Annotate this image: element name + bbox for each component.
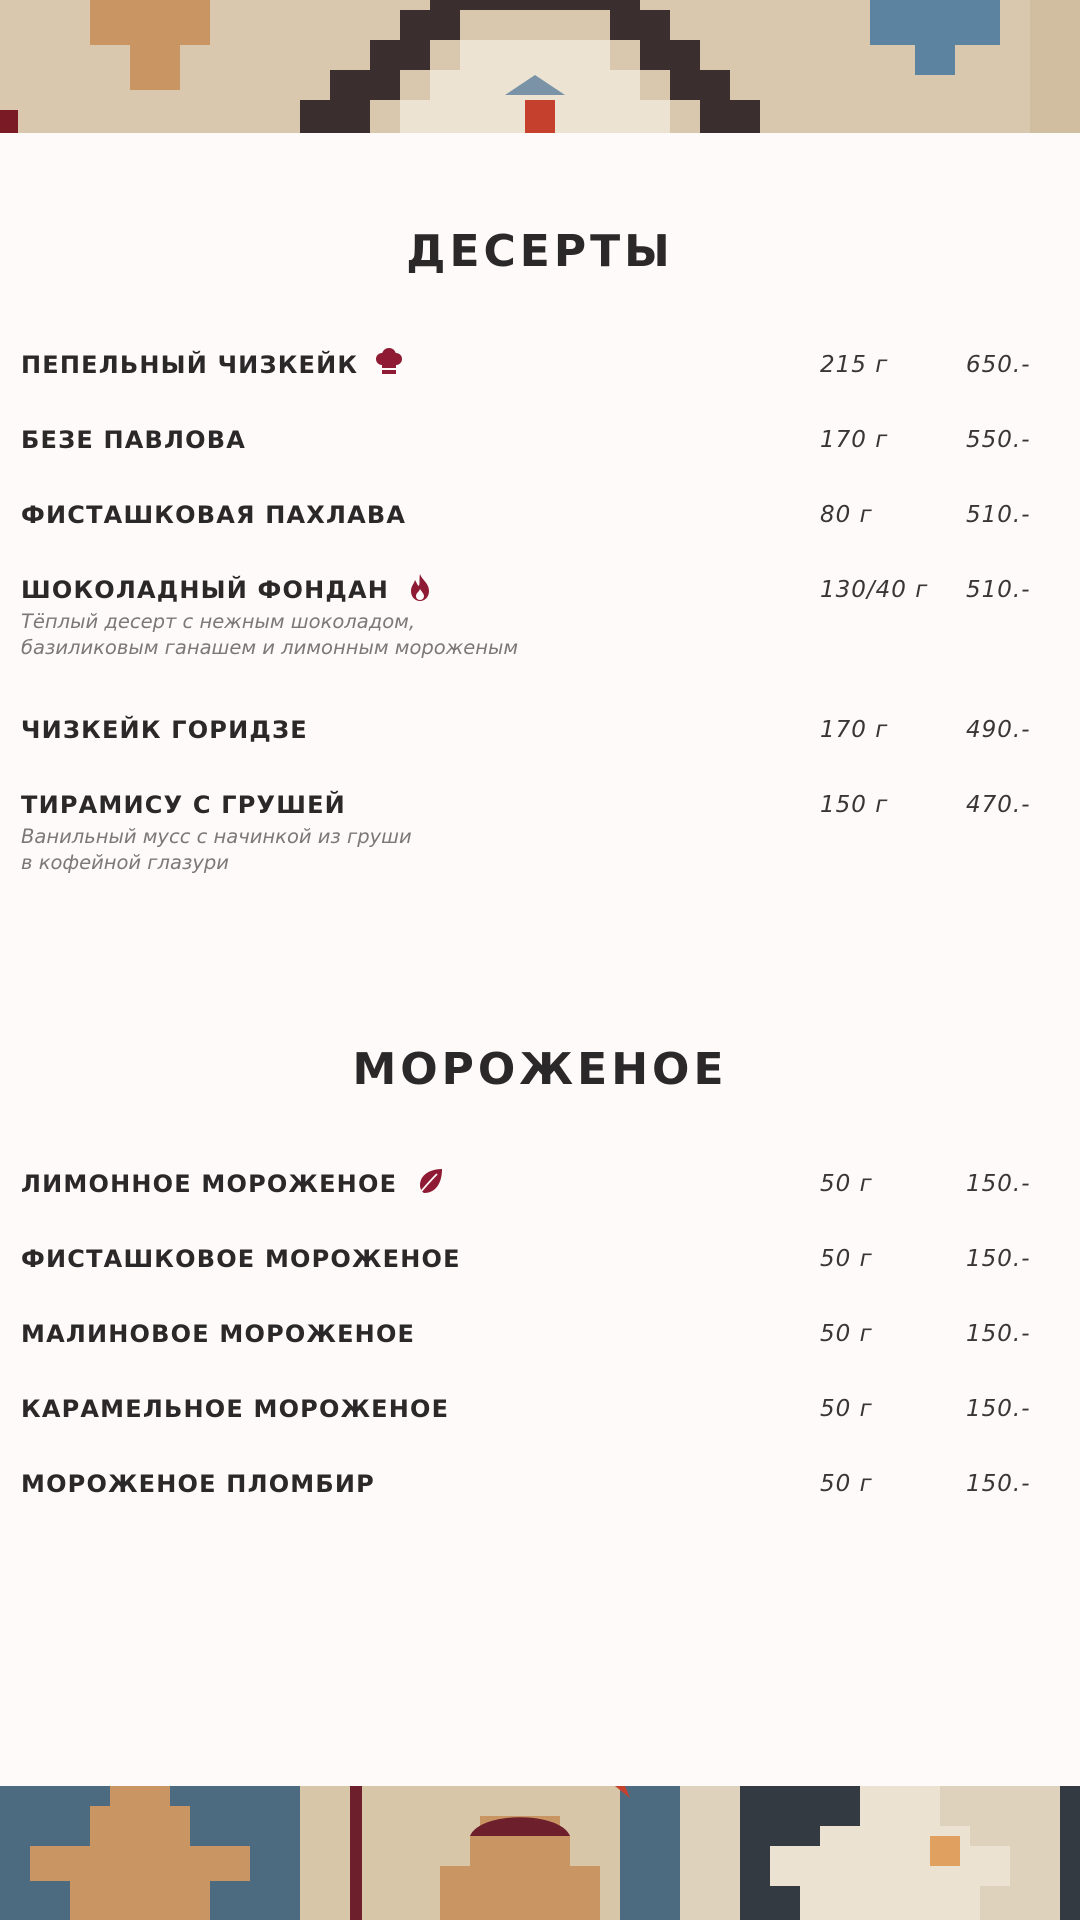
- item-name: КАРАМЕЛЬНОЕ МОРОЖЕНОЕ: [21, 1395, 450, 1423]
- item-description: Ванильный мусс с начинкой из груши в кофейной глазури: [21, 825, 412, 874]
- item-price: 550.-: [966, 427, 1031, 453]
- item-price: 150.-: [966, 1321, 1031, 1347]
- item-weight: 80 г: [820, 502, 873, 528]
- menu-item: [0, 575, 1080, 685]
- item-price: 470.-: [966, 792, 1031, 818]
- item-weight: 215 г: [820, 352, 889, 378]
- item-name: ФИСТАШКОВОЕ МОРОЖЕНОЕ: [21, 1245, 461, 1273]
- item-price: 150.-: [966, 1171, 1031, 1197]
- item-weight: 130/40 г: [820, 577, 929, 603]
- item-price: 150.-: [966, 1471, 1031, 1497]
- item-name: ЧИЗКЕЙК ГОРИДЗЕ: [21, 716, 308, 744]
- flame-icon: [405, 572, 435, 602]
- item-price: 490.-: [966, 717, 1031, 743]
- item-price: 150.-: [966, 1396, 1031, 1422]
- item-weight: 50 г: [820, 1171, 873, 1197]
- item-price: 650.-: [966, 352, 1031, 378]
- kilim-pattern-top: [0, 0, 1080, 133]
- item-weight: 50 г: [820, 1471, 873, 1497]
- item-weight: 150 г: [820, 792, 889, 818]
- section-title-ice-cream: МОРОЖЕНОЕ: [352, 1044, 728, 1095]
- leaf-icon: [415, 1166, 445, 1196]
- item-weight: 50 г: [820, 1246, 873, 1272]
- item-weight: 50 г: [820, 1321, 873, 1347]
- item-name: ЛИМОННОЕ МОРОЖЕНОЕ: [21, 1170, 398, 1198]
- item-weight: 50 г: [820, 1396, 873, 1422]
- item-price: 510.-: [966, 502, 1031, 528]
- section-title-desserts: ДЕСЕРТЫ: [406, 226, 674, 277]
- item-weight: 170 г: [820, 717, 889, 743]
- menu-item: [0, 790, 1080, 900]
- item-description: Тёплый десерт с нежным шоколадом, базиликовым ганашем и лимонным мороженым: [21, 610, 519, 659]
- item-price: 150.-: [966, 1246, 1031, 1272]
- kilim-pattern-bottom: [0, 1786, 1080, 1920]
- item-name: ШОКОЛАДНЫЙ ФОНДАН: [21, 576, 390, 604]
- item-price: 510.-: [966, 577, 1031, 603]
- item-name: ФИСТАШКОВАЯ ПАХЛАВА: [21, 501, 407, 529]
- menu-item: [0, 1469, 1080, 1579]
- item-name: ТИРАМИСУ С ГРУШЕЙ: [21, 791, 346, 819]
- item-name: МАЛИНОВОЕ МОРОЖЕНОЕ: [21, 1320, 416, 1348]
- item-name: МОРОЖЕНОЕ ПЛОМБИР: [21, 1470, 375, 1498]
- chef-hat-icon: [374, 347, 404, 377]
- item-name: БЕЗЕ ПАВЛОВА: [21, 426, 247, 454]
- item-name: ПЕПЕЛЬНЫЙ ЧИЗКЕЙК: [21, 351, 359, 379]
- item-weight: 170 г: [820, 427, 889, 453]
